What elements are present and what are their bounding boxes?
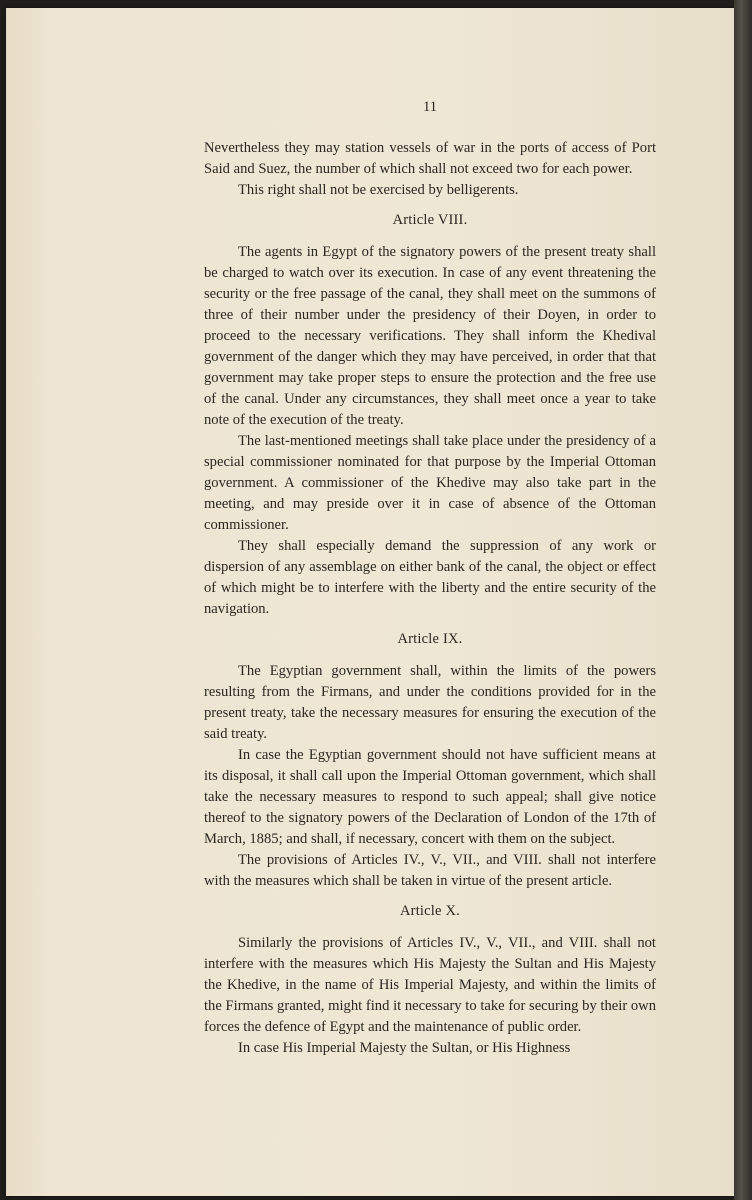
- article-heading-ix: Article IX.: [397, 631, 463, 647]
- page-text-column: [204, 97, 656, 1059]
- paragraph-in-case-sultan: In case His Imperial Majesty the Sultan, or His Highness: [238, 1040, 571, 1056]
- article-heading-viii: Article VIII.: [392, 212, 468, 228]
- page-number: 11: [423, 99, 437, 115]
- paragraph-vessels-of-war: Nevertheless they may station vessels of war in the ports of access of Port Said and Suez, the number of which shall not exceed two for each power.: [204, 140, 656, 177]
- paragraph-belligerents: This right shall not be exercised by belligerents.: [238, 182, 519, 198]
- paragraph-provisions-articles: The provisions of Articles IV., V., VII., and VIII. shall not interfere with the measures which shall be taken in virtue of the present article.: [204, 852, 656, 889]
- paragraph-insufficient-means: In case the Egyptian government should not have sufficient means at its disposal, it shall call upon the Imperial Ottoman government, which shall take the necessary measures to respond to such appeal; shall give notice thereof to the signatory powers of the Declaration of London of the 17th of March, 1885; and shall, if necessary, concert with them on the subject.: [204, 747, 656, 847]
- paragraph-suppression-of-work: They shall especially demand the suppression of any work or dispersion of any assemblage on either bank of the canal, the object or effect of which might be to interfere with the liberty and the entire security of the navigation.: [204, 538, 656, 617]
- page-edge-shadow: [734, 0, 752, 1200]
- paragraph-last-mentioned-meetings: The last-mentioned meetings shall take place under the presidency of a special commissioner nominated for that purpose by the Imperial Ottoman government. A commissioner of the Khedive may also take part in the meeting, and may preside over it in case of absence of the Ottoman commissioner.: [204, 433, 656, 533]
- paragraph-agents-in-egypt: The agents in Egypt of the signatory powers of the present treaty shall be charged to watch over its execution. In case of any event threatening the security or the free passage of the canal, they shall meet on the summons of three of their number under the presidency of their Doyen, in order to proceed to the necessary verifications. They shall inform the Khedival government of the danger which they may have perceived, in order that that government may take proper steps to ensure the protection and the free use of the canal. Under any circumstances, they shall meet once a year to take note of the execution of the treaty.: [204, 244, 656, 428]
- article-heading-x: Article X.: [400, 903, 460, 919]
- paragraph-similarly-provisions: Similarly the provisions of Articles IV., V., VII., and VIII. shall not interfere with the measures which His Majesty the Sultan and His Majesty the Khedive, in the name of His Imperial Majesty, and within the limits of the Firmans granted, might find it necessary to take for securing by their own forces the defence of Egypt and the maintenance of public order.: [204, 935, 656, 1035]
- paragraph-egyptian-government: The Egyptian government shall, within the limits of the powers resulting from the Firmans, and under the conditions provided for in the present treaty, take the necessary measures for ensuring the execution of the said treaty.: [204, 663, 656, 742]
